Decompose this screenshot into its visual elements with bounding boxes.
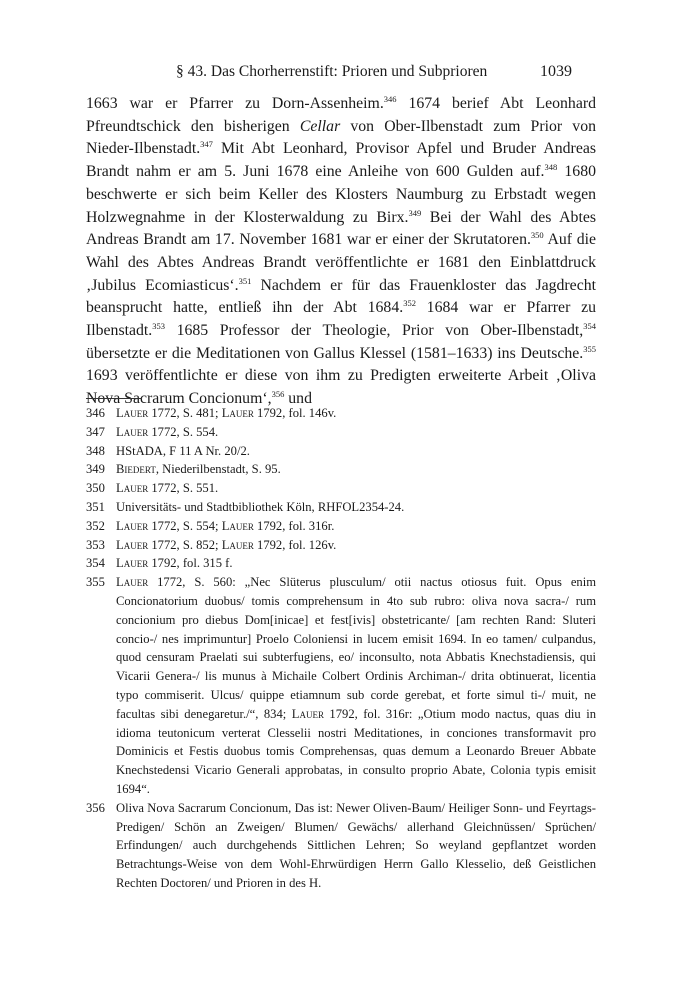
- footnote-number: 349: [86, 462, 105, 477]
- text-run: 1792, fol. 146v.: [253, 406, 337, 420]
- footnote-number: 352: [86, 518, 105, 533]
- text-run: 1674 berief Abt Leonhard Pfreundtschick den bisherigen: [86, 95, 596, 135]
- footnote-reference: 349: [408, 207, 422, 218]
- footnote: [86, 799, 596, 893]
- footnote: [86, 460, 596, 479]
- text-run: 1693 veröffentlichte er diese von ihm zu Predigten erweiterte Arbeit ‚Oliva Nova Sacrarum Concionum‘,: [86, 367, 596, 408]
- text-run: Mit Abt Leonhard, Provisor Apfel und Bruder Andreas Brandt nahm er am 5. Juni 1678 eine Anleihe von 600 Gulden auf.: [86, 140, 596, 181]
- footnote-text: [116, 423, 596, 442]
- author-name: Lauer: [116, 537, 149, 552]
- footnote-reference: 353: [152, 321, 165, 332]
- footnote: [86, 554, 596, 573]
- text-run: 1772, S. 554;: [148, 518, 222, 533]
- footnote: [86, 573, 596, 799]
- text-run: 1792, fol. 126v.: [253, 537, 337, 552]
- footnote-reference: 347: [200, 139, 213, 150]
- body-text: [86, 93, 596, 411]
- footnote: [86, 442, 596, 461]
- text-run: Auf die Wahl des Abtes Andreas Brandt veröffentlichte er 1681 den Einblattdruck ‚Jubilus Ecomiasticus‘.: [86, 231, 596, 294]
- author-name: Lauer: [291, 706, 324, 721]
- text-run: und: [284, 390, 312, 408]
- footnote-number: 348: [86, 443, 105, 458]
- text-run: übersetzte er die Meditationen von Gallus Klessel (1581–1633) ins Deutsche.: [86, 344, 584, 362]
- author-name: Lauer: [221, 537, 254, 552]
- footnote-text: [116, 404, 596, 423]
- author-name: Lauer: [116, 406, 149, 420]
- footnote-number: 347: [86, 424, 105, 439]
- footnote-reference: 346: [383, 94, 397, 104]
- footnote: [86, 423, 596, 442]
- footnote: [86, 479, 596, 498]
- text-run: 1772, S. 560: „Nec Slüterus plusculum/ otii nactus otiosus fuit. Opus enim Concionatorium duobus/ tomis comprehensum in 4to sub rubro: oliva nova sacra-/ rum concionium pro diebus Dom[inicae] et fest[ivis] obstetricante/ [am rechten Rand: Sluteri concio-/ nes imprimuntur] Proelo Coloniensi in lucem emisit 1694. In eo tamen/ culpandus, quod censuram Praelati sui subterfugiens, eo/ inconsulto, nota Abbatis Knechstadiensis, qui Vicarii Genera-/ lis munus à Michaile Colbert Ordinis Archiman-/ drita obtinuerat, licentia typo commiserit. Ulcus/ quippe etiamnum sub corde gerebat, et forte simul ti-/ muit, ne facultas sibi denegaretur./“, 834;: [116, 575, 596, 721]
- footnote-text: [116, 442, 596, 461]
- footnote-text: [116, 573, 596, 799]
- text-run: 1792, fol. 315 f.: [148, 556, 233, 571]
- footnote-text: [116, 517, 596, 536]
- footnote-reference: 355: [583, 343, 596, 354]
- footnote-text: [116, 498, 596, 517]
- text-run: 1685 Professor der Theologie, Prior von Ober-Ilbenstadt,: [165, 322, 584, 340]
- author-name: Lauer: [116, 424, 149, 439]
- text-run: 1684 war er Pfarrer zu Ilbenstadt.: [86, 299, 596, 340]
- author-name: Lauer: [116, 556, 149, 571]
- footnote-text: [116, 479, 596, 498]
- author-name: Biedert: [116, 462, 156, 477]
- text-run: Nachdem er für das Frauenkloster das Jagdrecht beansprucht hatte, entließ ihn der Abt 1684.: [86, 276, 596, 317]
- text-run: 1772, S. 551.: [148, 481, 219, 496]
- author-name: Lauer: [116, 518, 149, 533]
- author-name: Lauer: [221, 518, 254, 533]
- footnote-text: [116, 536, 596, 555]
- footnote: [86, 498, 596, 517]
- text-run: von Ober-Ilbenstadt zum Prior von Nieder-Ilbenstadt.: [86, 117, 596, 158]
- footnote-reference: 352: [403, 298, 416, 309]
- footnote-number: 350: [86, 481, 105, 496]
- footnote-separator: [86, 398, 142, 399]
- italic-term: Cellar: [299, 117, 341, 135]
- footnote-number: 355: [86, 575, 105, 590]
- page-number: 1039: [540, 63, 572, 80]
- author-name: Lauer: [116, 481, 149, 496]
- footnote-number: 356: [86, 800, 105, 815]
- footnote: [86, 536, 596, 555]
- footnote-reference: 350: [530, 230, 544, 241]
- footnote-reference: 351: [238, 275, 252, 286]
- footnote-number: 354: [86, 556, 105, 571]
- text-run: Bei der Wahl des Abtes Andreas Brandt am 17. November 1681 war er einer der Skrutatoren.: [86, 208, 596, 249]
- body-paragraph: [86, 93, 596, 411]
- text-run: 1772, S. 554.: [148, 424, 219, 439]
- text-run: 1792, fol. 316r.: [253, 518, 335, 533]
- footnote-number: 351: [86, 499, 105, 514]
- footnote-reference: 348: [544, 162, 558, 173]
- text-run: 1792, fol. 316r: „Otium modo nactus, quas diu in idioma teutonicum verterat Clesselii nostri Meditationes, in conciones transformavit pro Dominicis et Festis duobus tomis Comprehensas, quas demum a Leonardo Breuer Abbate Knechstedensi Vicario Generali approbatas, in consulto proprio Abate, Colonia typis emisit 1694“.: [116, 706, 596, 796]
- footnote-number: 346: [86, 406, 105, 420]
- footnote-number: 353: [86, 537, 105, 552]
- author-name: Lauer: [221, 406, 254, 420]
- text-run: Universitäts- und Stadtbibliothek Köln, RHFOL2354-24.: [116, 499, 405, 514]
- footnote-text: [116, 460, 596, 479]
- footnote-text: [116, 554, 596, 573]
- text-run: 1680 beschwerte er sich beim Keller des Klosters Naumburg zu Erbstadt wegen Holzwegnahme in der Klosterwaldung zu Birx.: [86, 163, 596, 226]
- footnote: [86, 517, 596, 536]
- text-run: HStADA, F 11 A Nr. 20/2.: [116, 443, 250, 458]
- text-run: 1772, S. 852;: [148, 537, 222, 552]
- running-head-title: § 43. Das Chorherrenstift: Prioren und Subprioren: [176, 63, 488, 80]
- text-run: 1663 war er Pfarrer zu Dorn-Assenheim.: [86, 95, 384, 112]
- text-run: Oliva Nova Sacrarum Concionum, Das ist: Newer Oliven-Baum/ Heiliger Sonn- und Feyrtags-Predigen/ Schön an Zweigen/ Blumen/ Gewächs/ allerhand Gleichnüssen/ Sprüchen/ Erfindungen/ auch durchgehends Sittlichen Lehren; So weyland gepflantzet worden Betrachtungs-Weise von dem Wohl-Ehrwürdigen Herrn Gallo Klesselio, deß Geistlichen Rechten Doctoren/ und Prioren in des H.: [116, 800, 596, 890]
- footnote-reference: 356: [271, 389, 285, 400]
- footnote-reference: 354: [583, 321, 596, 332]
- text-run: 1772, S. 481;: [148, 406, 222, 420]
- author-name: Lauer: [116, 575, 149, 590]
- footnotes: [86, 404, 596, 893]
- text-run: , Niederilbenstadt, S. 95.: [155, 462, 281, 477]
- footnote: [86, 404, 596, 423]
- footnote-text: [116, 799, 596, 893]
